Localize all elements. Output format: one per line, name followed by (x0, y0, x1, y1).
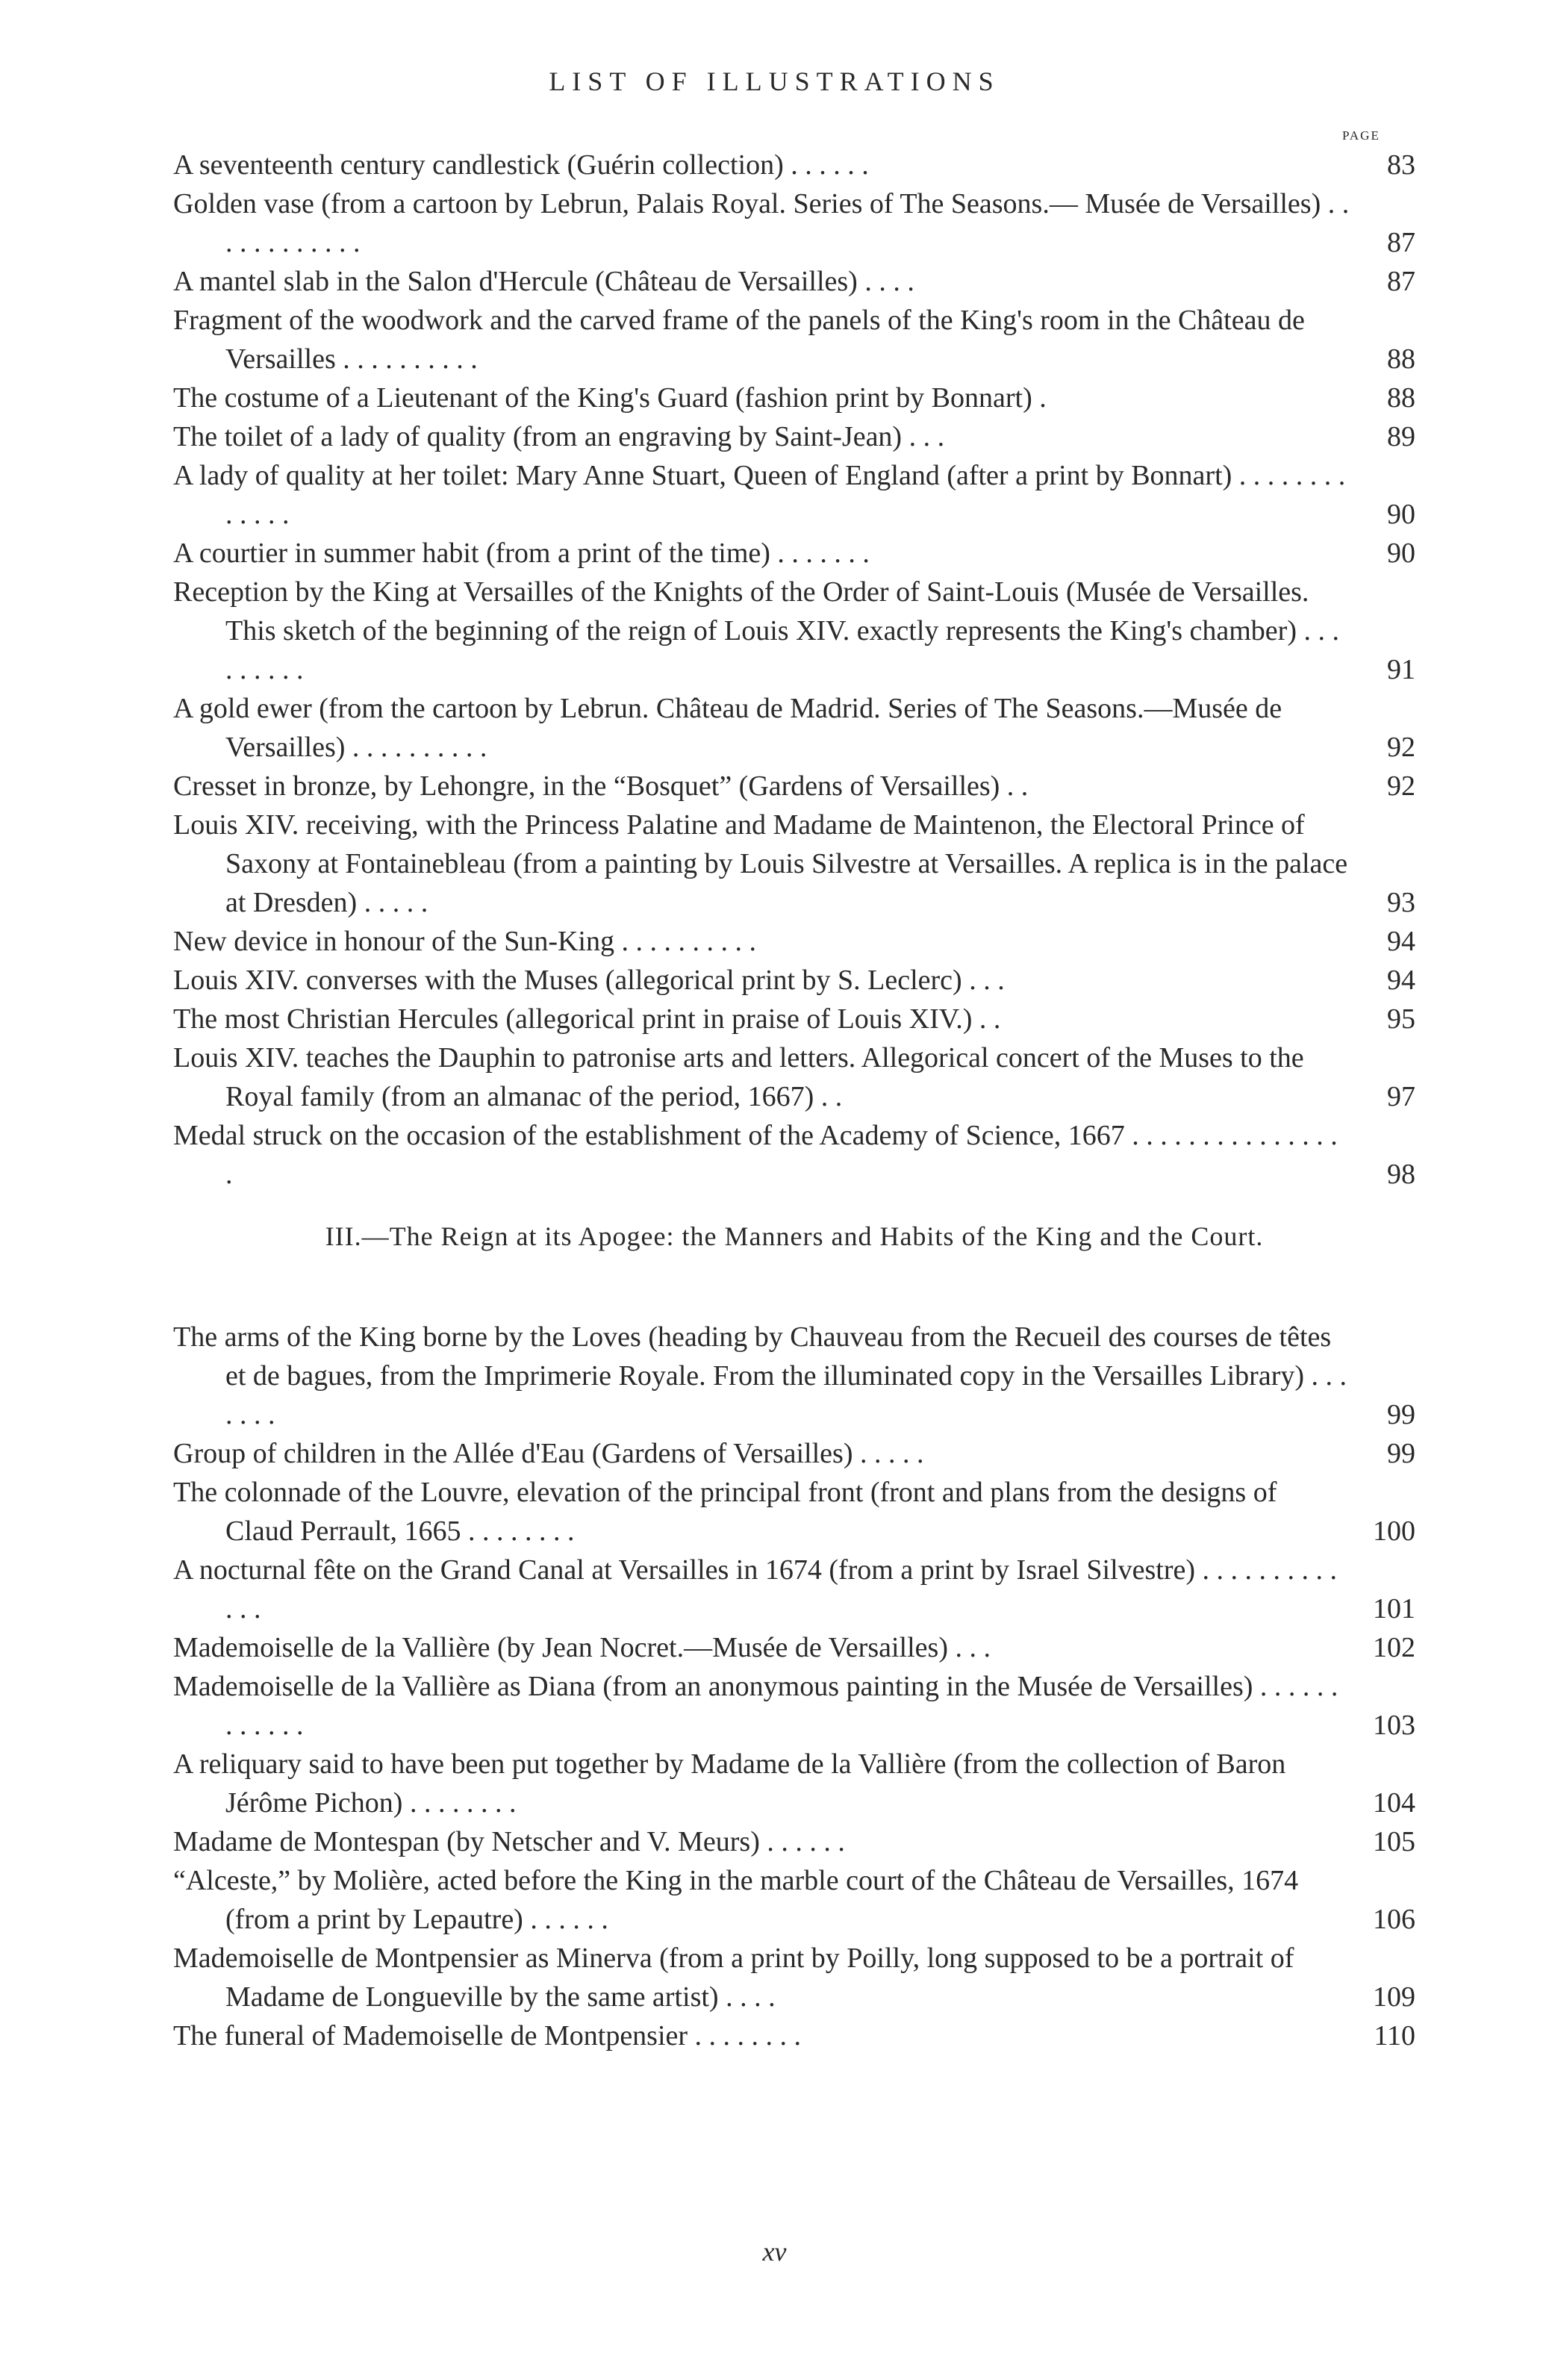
list-item (173, 1939, 1415, 2016)
entry-page: 102 (1373, 1632, 1415, 1663)
list-item (173, 1318, 1415, 1434)
entry-page: 87 (1387, 266, 1415, 297)
list-item (173, 922, 1415, 961)
list-item (173, 1551, 1415, 1628)
entry-page: 97 (1387, 1081, 1415, 1112)
entry-page: 93 (1387, 887, 1415, 918)
list-item (173, 417, 1415, 456)
page-column-label: PAGE (1342, 128, 1380, 143)
list-item (173, 1000, 1415, 1038)
entry-page: 92 (1387, 770, 1415, 802)
entry-text: A gold ewer (from the cartoon by Lebrun. Château de Madrid. Series of The Seasons.—Musée de Versailles) . . . . . . . . . . (173, 693, 1282, 763)
list-item (173, 1861, 1415, 1939)
entry-page: 105 (1373, 1826, 1415, 1857)
list-item (173, 456, 1415, 534)
list-item (173, 1628, 1415, 1667)
entry-text: Mademoiselle de la Vallière as Diana (from an anonymous painting in the Musée de Versailles) . . . . . . . . . . . . (173, 1671, 1338, 1741)
entry-page: 106 (1373, 1904, 1415, 1935)
list-item (173, 301, 1415, 379)
entry-page: 98 (1387, 1159, 1415, 1190)
entry-text: A lady of quality at her toilet: Mary Anne Stuart, Queen of England (after a print by Bonnart) . . . . . . . . . . . . . (173, 460, 1346, 530)
entry-text: Group of children in the Allée d'Eau (Gardens of Versailles) . . . . . (173, 1438, 924, 1469)
list-item (173, 961, 1415, 1000)
entry-text: New device in honour of the Sun-King . . . . . . . . . . (173, 926, 756, 957)
list-item (173, 146, 1415, 184)
entry-page: 94 (1387, 926, 1415, 957)
entry-page: 89 (1387, 421, 1415, 452)
entry-page: 94 (1387, 965, 1415, 996)
entry-text: The most Christian Hercules (allegorical print in praise of Louis XIV.) . . (173, 1003, 1001, 1035)
entry-text: The arms of the King borne by the Loves (heading by Chauveau from the Recueil des courses de têtes et de bagues, from the Imprimerie Royale. From the illuminated copy in the Versailles Library) . . . . . . . (173, 1321, 1347, 1430)
entry-text: Louis XIV. receiving, with the Princess Palatine and Madame de Maintenon, the Electoral Prince of Saxony at Fontainebleau (from a painting by Louis Silvestre at Versailles. A replica is in the palace at Dresden) . . . . . (173, 809, 1348, 918)
list-item (173, 1116, 1415, 1194)
page-number: xv (762, 2237, 787, 2267)
entry-text: “Alceste,” by Molière, acted before the King in the marble court of the Château de Versailles, 1674 (from a print by Lepautre) . . . . . . (173, 1865, 1299, 1935)
list-item (173, 1473, 1415, 1551)
list-item (173, 573, 1415, 689)
list-item (173, 379, 1415, 417)
entry-page: 101 (1373, 1593, 1415, 1624)
entry-text: Fragment of the woodwork and the carved frame of the panels of the King's room in the Château de Versailles . . . . . . . . . . (173, 305, 1305, 375)
entry-text: Medal struck on the occasion of the establishment of the Academy of Science, 1667 . . . . . . . . . . . . . . . . (173, 1120, 1338, 1190)
list-item (173, 1822, 1415, 1861)
entry-page: 91 (1387, 654, 1415, 685)
entry-page: 103 (1373, 1710, 1415, 1741)
section-heading: III.—The Reign at its Apogee: the Manners and Habits of the King and the Court. (325, 1221, 1264, 1251)
entry-page: 90 (1387, 538, 1415, 569)
entry-text: Louis XIV. converses with the Muses (allegorical print by S. Leclerc) . . . (173, 965, 1005, 996)
entry-page: 87 (1387, 227, 1415, 258)
entry-text: Reception by the King at Versailles of the Knights of the Order of Saint-Louis (Musée de Versailles. This sketch of the beginning of the reign of Louis XIV. exactly represents the King's chamber) . . . . . . . . . (173, 576, 1339, 685)
entry-page: 110 (1374, 2020, 1415, 2052)
entry-text: The costume of a Lieutenant of the King's Guard (fashion print by Bonnart) . (173, 382, 1047, 414)
entry-text: The colonnade of the Louvre, elevation of the principal front (front and plans from the designs of Claud Perrault, 1665 . . . . . . . . (173, 1477, 1277, 1547)
entry-page: 104 (1373, 1787, 1415, 1819)
entry-page: 99 (1387, 1438, 1415, 1469)
list-item (173, 1745, 1415, 1822)
entry-text: A mantel slab in the Salon d'Hercule (Château de Versailles) . . . . (173, 266, 914, 297)
entry-page: 99 (1387, 1399, 1415, 1430)
list-item (173, 1667, 1415, 1745)
list-item (173, 689, 1415, 767)
entry-page: 92 (1387, 732, 1415, 763)
list-item (173, 1038, 1415, 1116)
entry-page: 90 (1387, 499, 1415, 530)
entry-page: 83 (1387, 149, 1415, 181)
entry-text: Louis XIV. teaches the Dauphin to patronise arts and letters. Allegorical concert of the Muses to the Royal family (from an almanac of the period, 1667) . . (173, 1042, 1304, 1112)
list-item (173, 262, 1415, 301)
illustration-list-part-1 (173, 146, 1415, 1194)
entry-text: Cresset in bronze, by Lehongre, in the “Bosquet” (Gardens of Versailles) . . (173, 770, 1029, 802)
entry-text: Mademoiselle de Montpensier as Minerva (from a print by Poilly, long supposed to be a portrait of Madame de Longueville by the same artist) . . . . (173, 1943, 1294, 2013)
entry-text: A courtier in summer habit (from a print of the time) . . . . . . . (173, 538, 870, 569)
entry-text: A seventeenth century candlestick (Guérin collection) . . . . . . (173, 149, 869, 181)
entry-text: A reliquary said to have been put together by Madame de la Vallière (from the collection of Baron Jérôme Pichon) . . . . . . . . (173, 1748, 1286, 1819)
entry-text: Madame de Montespan (by Netscher and V. Meurs) . . . . . . (173, 1826, 845, 1857)
list-item (173, 806, 1415, 922)
list-item (173, 534, 1415, 573)
entry-text: The toilet of a lady of quality (from an engraving by Saint-Jean) . . . (173, 421, 945, 452)
entry-page: 88 (1387, 343, 1415, 375)
entry-page: 109 (1373, 1981, 1415, 2013)
entry-text: A nocturnal fête on the Grand Canal at Versailles in 1674 (from a print by Israel Silvestre) . . . . . . . . . . . . . (173, 1554, 1338, 1624)
entry-text: Mademoiselle de la Vallière (by Jean Nocret.—Musée de Versailles) . . . (173, 1632, 991, 1663)
entry-page: 100 (1373, 1515, 1415, 1547)
entry-text: The funeral of Mademoiselle de Montpensier . . . . . . . . (173, 2020, 802, 2052)
entry-page: 88 (1387, 382, 1415, 414)
list-item (173, 184, 1415, 262)
page-title: LIST OF ILLUSTRATIONS (549, 66, 1000, 96)
entry-text: Golden vase (from a cartoon by Lebrun, Palais Royal. Series of The Seasons.— Musée de Versailles) . . . . . . . . . . . . (173, 188, 1350, 258)
list-item (173, 2016, 1415, 2055)
illustration-list-part-2 (173, 1318, 1415, 2055)
entry-page: 95 (1387, 1003, 1415, 1035)
list-item (173, 767, 1415, 806)
list-item (173, 1434, 1415, 1473)
